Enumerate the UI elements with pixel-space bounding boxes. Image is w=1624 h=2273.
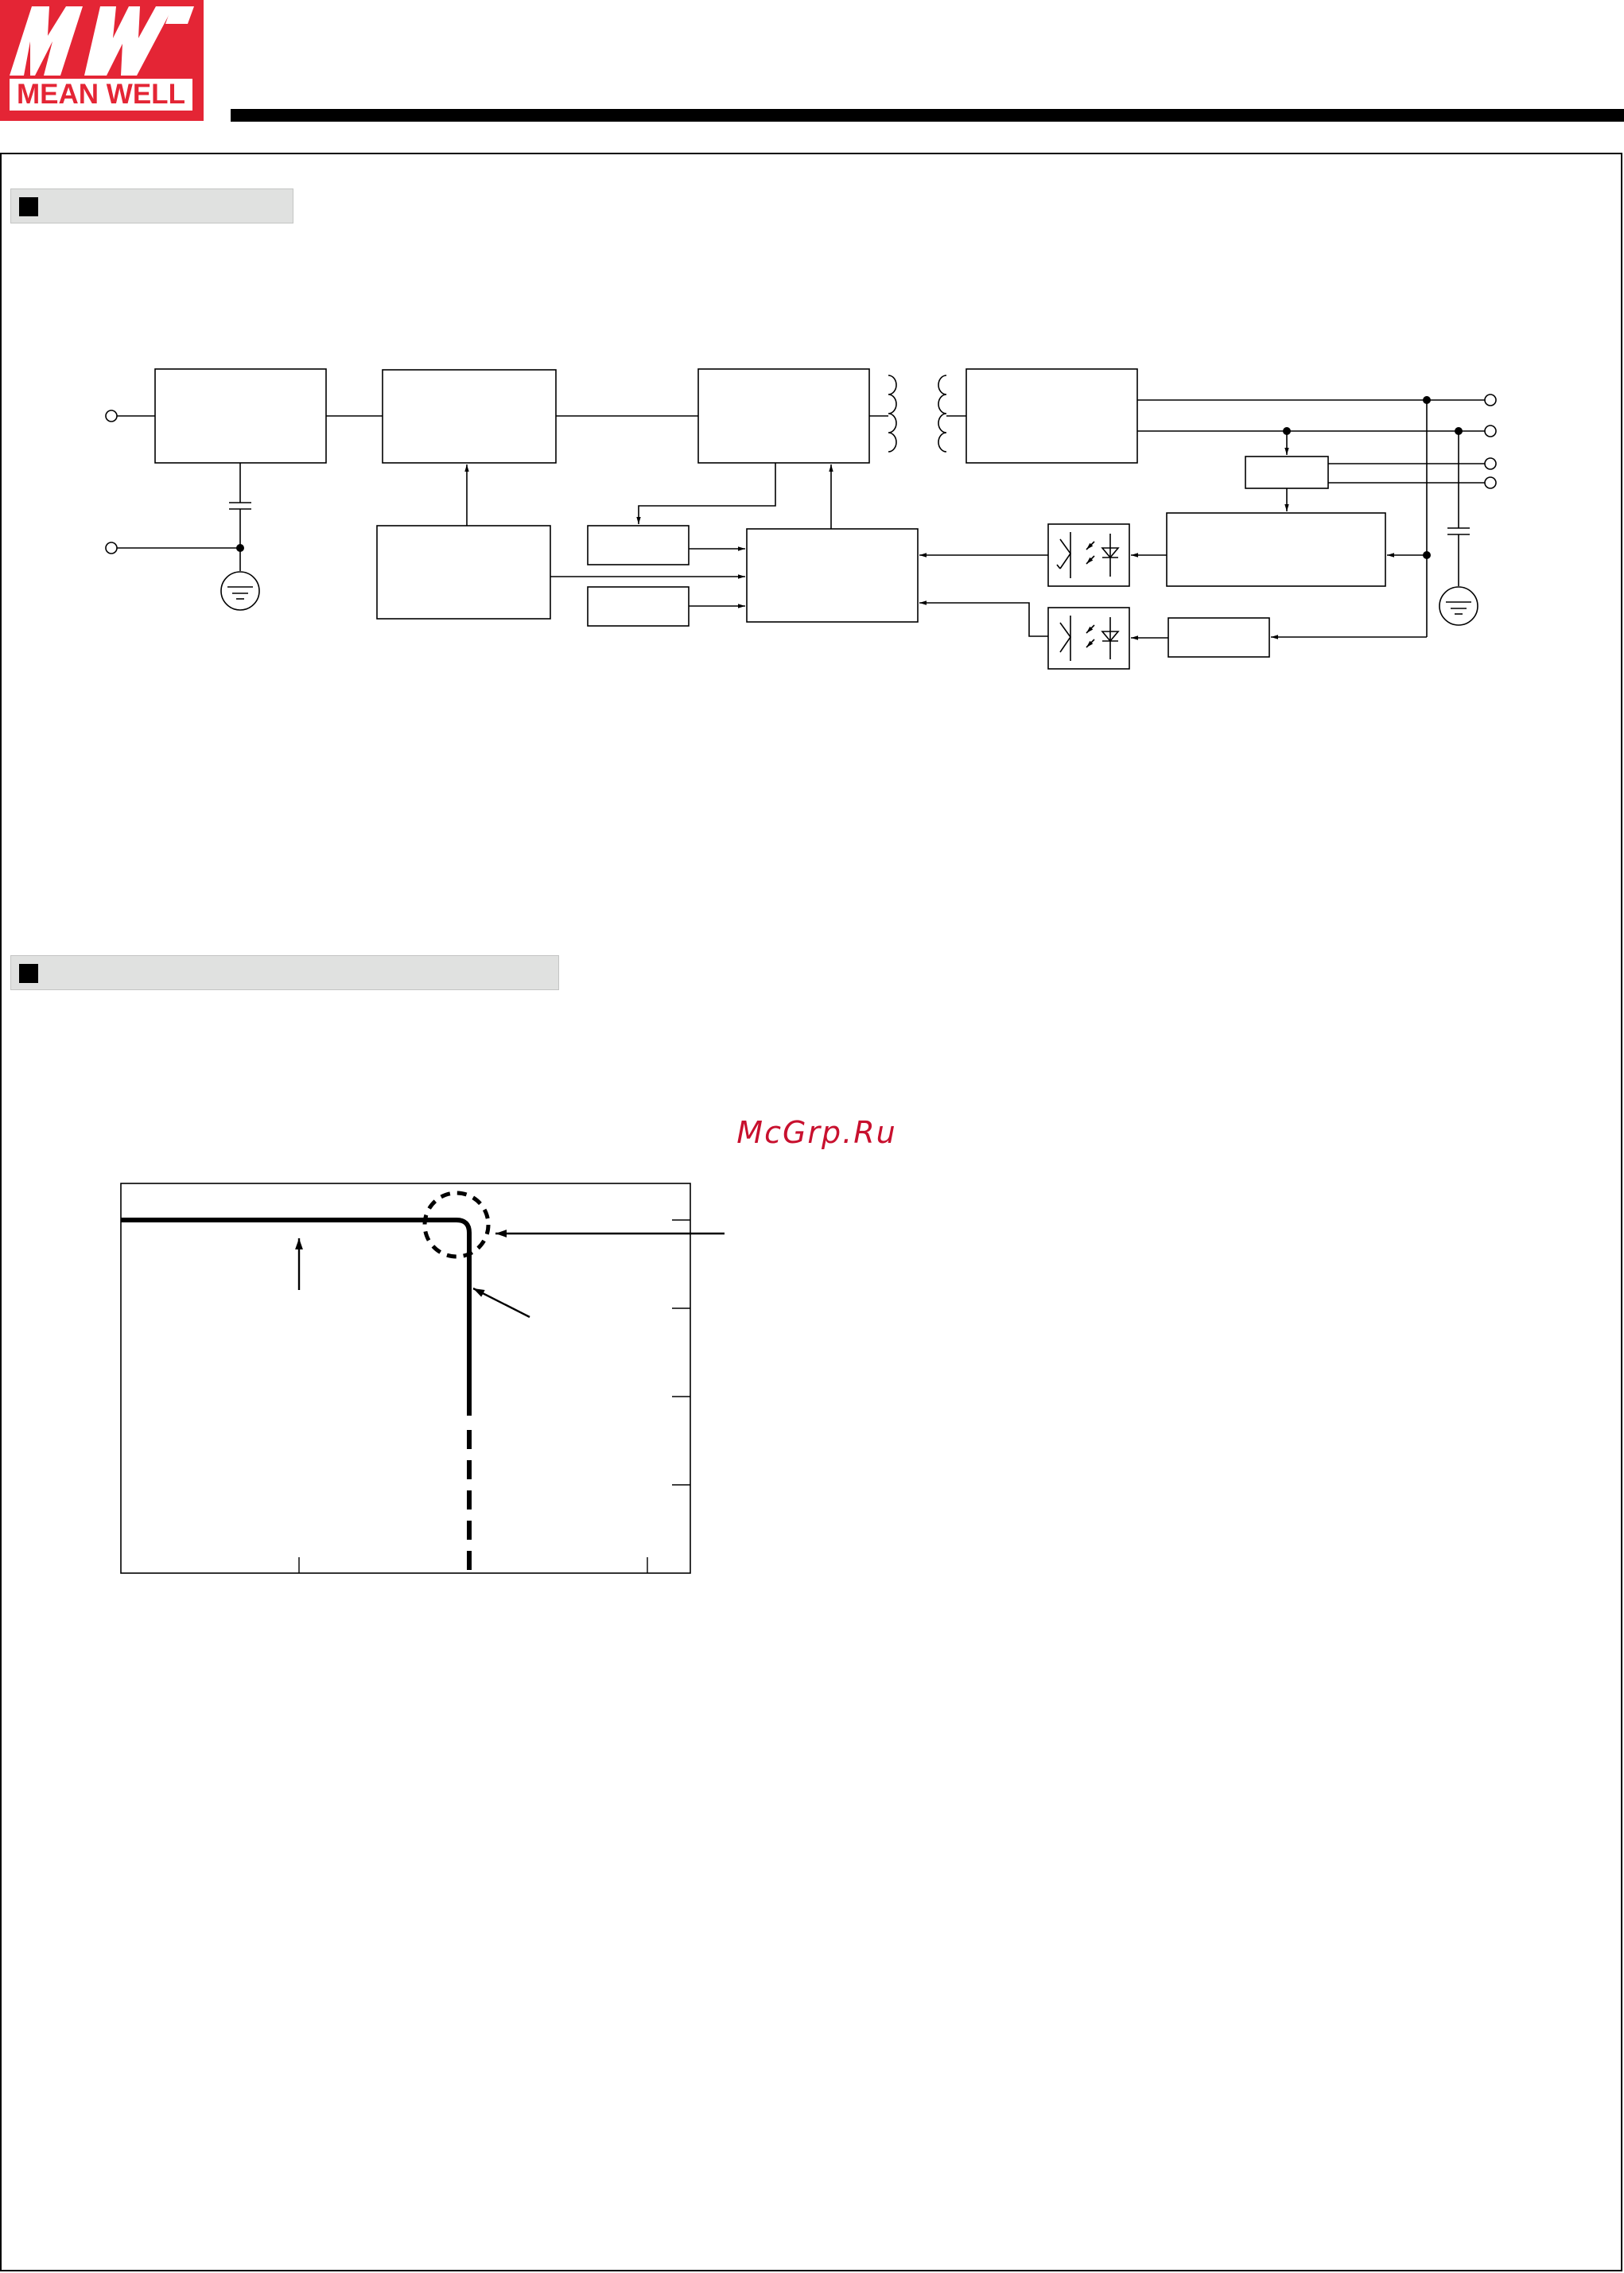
junction-dot xyxy=(1283,427,1291,435)
block-otp xyxy=(588,587,689,626)
block-rectifier xyxy=(383,370,556,463)
output-terminal-vplus xyxy=(1485,394,1496,406)
junction-dot xyxy=(1423,551,1431,559)
section-header-derating-curve xyxy=(10,955,559,990)
brand-name: MEAN WELL xyxy=(10,79,192,111)
block-ovp xyxy=(588,526,689,565)
input-terminal-l xyxy=(106,410,117,422)
block-output-rectifier xyxy=(966,369,1137,463)
remote-sense-terminal-minus xyxy=(1485,477,1496,488)
input-terminal-fg xyxy=(106,542,117,554)
junction-dot xyxy=(1455,427,1463,435)
block-detection-circuit xyxy=(1167,513,1385,586)
block-optocoupler-2 xyxy=(1048,608,1129,669)
watermark: McGrp.Ru xyxy=(736,1115,897,1150)
transformer-primary xyxy=(888,375,896,452)
remote-sense-terminal-plus xyxy=(1485,458,1496,469)
block-pfc-control xyxy=(377,526,550,619)
junction-dot xyxy=(1423,396,1431,404)
block-diagram xyxy=(0,0,1624,716)
block-emi-filter xyxy=(155,369,326,463)
transformer-secondary xyxy=(938,375,946,452)
block-remote-sense xyxy=(1245,457,1328,488)
earth-ground-icon-output xyxy=(1439,587,1478,625)
block-optocoupler-1 xyxy=(1048,524,1129,586)
block-pwm-control xyxy=(747,529,918,622)
block-ovp-sense xyxy=(1168,618,1269,657)
output-terminal-vminus xyxy=(1485,425,1496,437)
section-bullet-icon xyxy=(19,964,38,983)
earth-ground-icon xyxy=(221,572,259,610)
block-power-switching xyxy=(698,369,869,463)
junction-dot xyxy=(236,544,244,552)
